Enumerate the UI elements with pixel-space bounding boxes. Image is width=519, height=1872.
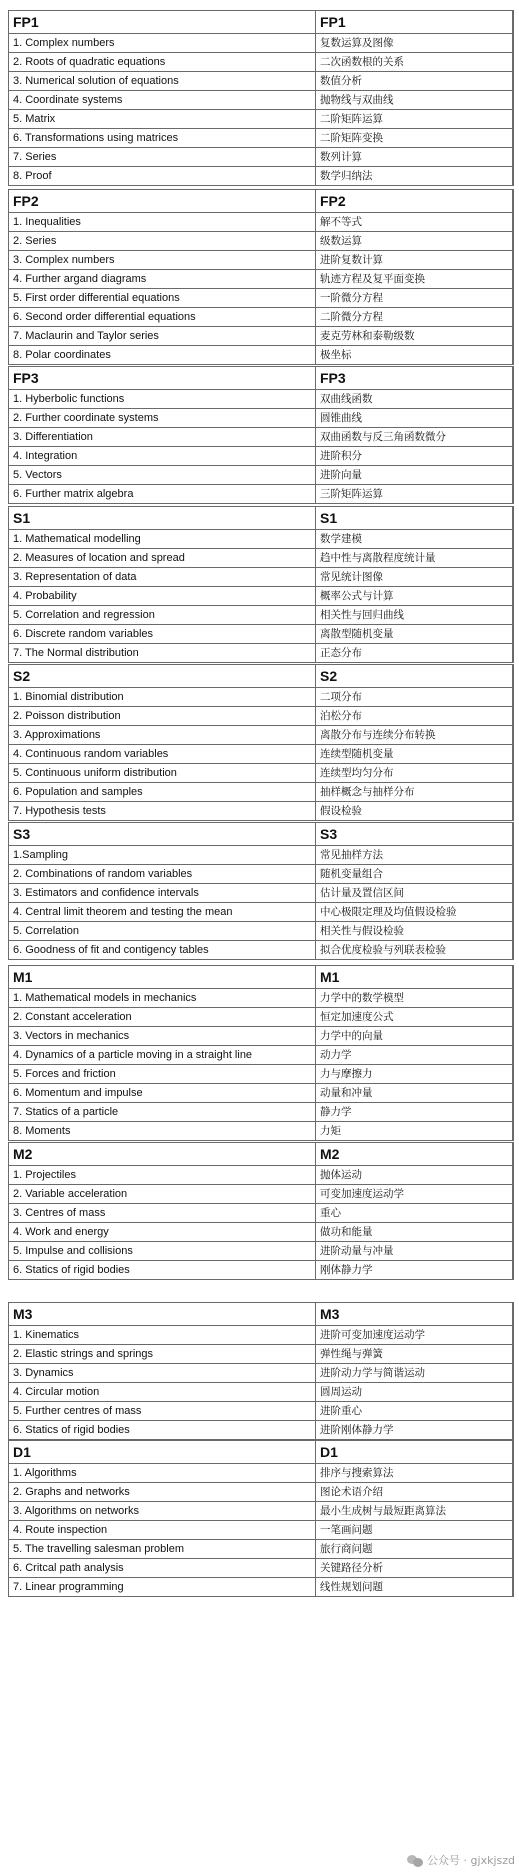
adjacent-column-edge bbox=[512, 189, 519, 364]
module-code: M3 bbox=[9, 1303, 316, 1326]
topic-cn: 中心极限定理及均值假设检验 bbox=[316, 903, 514, 922]
module-code-cn: FP1 bbox=[316, 11, 514, 34]
topic-cn: 进阶刚体静力学 bbox=[316, 1421, 514, 1440]
topic-cn: 正态分布 bbox=[316, 644, 514, 663]
topic-cn: 进阶向量 bbox=[316, 466, 514, 485]
topic-cn: 二阶矩阵运算 bbox=[316, 110, 514, 129]
module-header-row bbox=[9, 11, 514, 34]
topic-row bbox=[9, 428, 514, 447]
topic-cn: 极坐标 bbox=[316, 346, 514, 365]
adjacent-column-edge bbox=[512, 1142, 519, 1279]
topic-en: 6. Goodness of fit and contigency tables bbox=[9, 941, 316, 960]
topic-cn: 数学建模 bbox=[316, 530, 514, 549]
topic-row bbox=[9, 91, 514, 110]
topic-row bbox=[9, 587, 514, 606]
topic-cn: 进阶积分 bbox=[316, 447, 514, 466]
wechat-official-account-icon bbox=[407, 1854, 423, 1867]
module-code-cn: S2 bbox=[316, 665, 514, 688]
topic-cn: 拟合优度检验与列联表检验 bbox=[316, 941, 514, 960]
topic-row bbox=[9, 1204, 514, 1223]
topic-cn: 进阶动量与冲量 bbox=[316, 1242, 514, 1261]
topic-cn: 线性规划问题 bbox=[316, 1578, 514, 1597]
topic-en: 5. First order differential equations bbox=[9, 289, 316, 308]
module-code-cn: M3 bbox=[316, 1303, 514, 1326]
topic-row bbox=[9, 1502, 514, 1521]
module-m2 bbox=[8, 1142, 508, 1280]
module-header-row bbox=[9, 823, 514, 846]
topic-en: 3. Numerical solution of equations bbox=[9, 72, 316, 91]
topic-en: 5. Correlation and regression bbox=[9, 606, 316, 625]
topic-cn: 进阶动力学与简谐运动 bbox=[316, 1364, 514, 1383]
topic-cn: 动力学 bbox=[316, 1046, 514, 1065]
topic-row bbox=[9, 1326, 514, 1345]
topic-row bbox=[9, 783, 514, 802]
topic-en: 6. Statics of rigid bodies bbox=[9, 1421, 316, 1440]
topic-en: 1. Binomial distribution bbox=[9, 688, 316, 707]
topic-cn: 力学中的向量 bbox=[316, 1027, 514, 1046]
topic-cn: 复数运算及图像 bbox=[316, 34, 514, 53]
topic-cn: 关键路径分析 bbox=[316, 1559, 514, 1578]
module-table bbox=[8, 10, 514, 186]
topic-cn: 三阶矩阵运算 bbox=[316, 485, 514, 504]
topic-row bbox=[9, 941, 514, 960]
topic-row bbox=[9, 1483, 514, 1502]
topic-row bbox=[9, 289, 514, 308]
adjacent-column-edge bbox=[512, 664, 519, 820]
module-header-row bbox=[9, 665, 514, 688]
topic-en: 5. Further centres of mass bbox=[9, 1402, 316, 1421]
topic-cn: 可变加速度运动学 bbox=[316, 1185, 514, 1204]
adjacent-column-edge bbox=[512, 506, 519, 662]
module-code: M1 bbox=[9, 966, 316, 989]
module-code-cn: FP3 bbox=[316, 367, 514, 390]
module-d1 bbox=[8, 1440, 508, 1597]
topic-en: 6. Discrete random variables bbox=[9, 625, 316, 644]
topic-cn: 抛体运动 bbox=[316, 1166, 514, 1185]
topic-en: 5. The travelling salesman problem bbox=[9, 1540, 316, 1559]
topic-row bbox=[9, 1578, 514, 1597]
topic-row bbox=[9, 989, 514, 1008]
topic-row bbox=[9, 606, 514, 625]
module-code: D1 bbox=[9, 1441, 316, 1464]
topic-row bbox=[9, 922, 514, 941]
topic-cn: 双曲函数与反三角函数微分 bbox=[316, 428, 514, 447]
topic-row bbox=[9, 270, 514, 289]
topic-cn: 假设检验 bbox=[316, 802, 514, 821]
topic-en: 5. Impulse and collisions bbox=[9, 1242, 316, 1261]
topic-en: 1. Inequalities bbox=[9, 213, 316, 232]
topic-en: 3. Vectors in mechanics bbox=[9, 1027, 316, 1046]
topic-cn: 旅行商问题 bbox=[316, 1540, 514, 1559]
topic-row bbox=[9, 1065, 514, 1084]
topic-row bbox=[9, 764, 514, 783]
topic-en: 2. Measures of location and spread bbox=[9, 549, 316, 568]
topic-cn: 常见抽样方法 bbox=[316, 846, 514, 865]
topic-en: 4. Work and energy bbox=[9, 1223, 316, 1242]
topic-cn: 离散型随机变量 bbox=[316, 625, 514, 644]
topic-en: 2. Combinations of random variables bbox=[9, 865, 316, 884]
module-fp2 bbox=[8, 189, 508, 365]
module-header-row bbox=[9, 190, 514, 213]
topic-cn: 圆锥曲线 bbox=[316, 409, 514, 428]
topic-row bbox=[9, 1364, 514, 1383]
adjacent-column-edge bbox=[512, 1440, 519, 1596]
topic-cn: 数值分析 bbox=[316, 72, 514, 91]
watermark bbox=[407, 1851, 515, 1869]
topic-row bbox=[9, 1521, 514, 1540]
topic-cn: 抛物线与双曲线 bbox=[316, 91, 514, 110]
topic-row bbox=[9, 167, 514, 186]
topic-row bbox=[9, 1345, 514, 1364]
topic-row bbox=[9, 1559, 514, 1578]
module-code-cn: FP2 bbox=[316, 190, 514, 213]
topic-en: 1. Kinematics bbox=[9, 1326, 316, 1345]
topic-cn: 数列计算 bbox=[316, 148, 514, 167]
topic-en: 8. Moments bbox=[9, 1122, 316, 1141]
topic-en: 3. Centres of mass bbox=[9, 1204, 316, 1223]
topic-cn: 二项分布 bbox=[316, 688, 514, 707]
topic-en: 1. Complex numbers bbox=[9, 34, 316, 53]
topic-row bbox=[9, 390, 514, 409]
topic-row bbox=[9, 110, 514, 129]
topic-en: 7. The Normal distribution bbox=[9, 644, 316, 663]
module-code-cn: D1 bbox=[316, 1441, 514, 1464]
topic-en: 3. Complex numbers bbox=[9, 251, 316, 270]
module-code-cn: M2 bbox=[316, 1143, 514, 1166]
module-header-row bbox=[9, 1143, 514, 1166]
topic-row bbox=[9, 903, 514, 922]
topic-row bbox=[9, 34, 514, 53]
topic-cn: 级数运算 bbox=[316, 232, 514, 251]
topic-en: 6. Critcal path analysis bbox=[9, 1559, 316, 1578]
module-table bbox=[8, 822, 514, 960]
topic-en: 7. Linear programming bbox=[9, 1578, 316, 1597]
module-code-cn: S3 bbox=[316, 823, 514, 846]
adjacent-column-edge bbox=[512, 10, 519, 185]
topic-cn: 一阶微分方程 bbox=[316, 289, 514, 308]
topic-en: 3. Representation of data bbox=[9, 568, 316, 587]
topic-en: 5. Forces and friction bbox=[9, 1065, 316, 1084]
topic-en: 6. Population and samples bbox=[9, 783, 316, 802]
topic-row bbox=[9, 625, 514, 644]
topic-cn: 轨迹方程及复平面变换 bbox=[316, 270, 514, 289]
topic-en: 2. Series bbox=[9, 232, 316, 251]
topic-row bbox=[9, 1046, 514, 1065]
topic-row bbox=[9, 688, 514, 707]
topic-cn: 恒定加速度公式 bbox=[316, 1008, 514, 1027]
topic-row bbox=[9, 213, 514, 232]
topic-row bbox=[9, 1008, 514, 1027]
topic-row bbox=[9, 726, 514, 745]
topic-cn: 做功和能量 bbox=[316, 1223, 514, 1242]
topic-cn: 静力学 bbox=[316, 1103, 514, 1122]
topic-cn: 随机变量组合 bbox=[316, 865, 514, 884]
module-table bbox=[8, 1302, 514, 1440]
topic-row bbox=[9, 865, 514, 884]
module-m1 bbox=[8, 965, 508, 1141]
topic-row bbox=[9, 644, 514, 663]
topic-en: 6. Transformations using matrices bbox=[9, 129, 316, 148]
module-fp3 bbox=[8, 366, 508, 504]
topic-en: 3. Algorithms on networks bbox=[9, 1502, 316, 1521]
topic-cn: 刚体静力学 bbox=[316, 1261, 514, 1280]
module-code-cn: S1 bbox=[316, 507, 514, 530]
topic-row bbox=[9, 466, 514, 485]
module-header-row bbox=[9, 367, 514, 390]
topic-row bbox=[9, 148, 514, 167]
topic-cn: 圆周运动 bbox=[316, 1383, 514, 1402]
topic-row bbox=[9, 308, 514, 327]
topic-cn: 弹性绳与弹簧 bbox=[316, 1345, 514, 1364]
topic-en: 5. Continuous uniform distribution bbox=[9, 764, 316, 783]
topic-en: 5. Matrix bbox=[9, 110, 316, 129]
topic-en: 7. Statics of a particle bbox=[9, 1103, 316, 1122]
topic-row bbox=[9, 549, 514, 568]
topic-cn: 解不等式 bbox=[316, 213, 514, 232]
topic-en: 4. Further argand diagrams bbox=[9, 270, 316, 289]
topic-row bbox=[9, 232, 514, 251]
topic-en: 6. Second order differential equations bbox=[9, 308, 316, 327]
topic-en: 8. Polar coordinates bbox=[9, 346, 316, 365]
topic-row bbox=[9, 1402, 514, 1421]
topic-row bbox=[9, 1103, 514, 1122]
module-code: FP2 bbox=[9, 190, 316, 213]
topic-row bbox=[9, 1122, 514, 1141]
topic-en: 2. Constant acceleration bbox=[9, 1008, 316, 1027]
topic-row bbox=[9, 447, 514, 466]
topic-en: 6. Further matrix algebra bbox=[9, 485, 316, 504]
topic-row bbox=[9, 846, 514, 865]
topic-row bbox=[9, 802, 514, 821]
topic-en: 5. Vectors bbox=[9, 466, 316, 485]
topic-en: 3. Estimators and confidence intervals bbox=[9, 884, 316, 903]
topic-en: 1. Mathematical modelling bbox=[9, 530, 316, 549]
topic-row bbox=[9, 327, 514, 346]
topic-en: 2. Further coordinate systems bbox=[9, 409, 316, 428]
topic-row bbox=[9, 1421, 514, 1440]
module-code-cn: M1 bbox=[316, 966, 514, 989]
module-code: FP3 bbox=[9, 367, 316, 390]
topic-en: 3. Dynamics bbox=[9, 1364, 316, 1383]
adjacent-column-edge bbox=[512, 965, 519, 1140]
topic-en: 2. Elastic strings and springs bbox=[9, 1345, 316, 1364]
topic-row bbox=[9, 707, 514, 726]
topic-en: 2. Poisson distribution bbox=[9, 707, 316, 726]
topic-cn: 常见统计图像 bbox=[316, 568, 514, 587]
topic-cn: 排序与搜索算法 bbox=[316, 1464, 514, 1483]
topic-en: 5. Correlation bbox=[9, 922, 316, 941]
topic-cn: 相关性与回归曲线 bbox=[316, 606, 514, 625]
topic-cn: 泊松分布 bbox=[316, 707, 514, 726]
topic-en: 7. Hypothesis tests bbox=[9, 802, 316, 821]
topic-cn: 数学归纳法 bbox=[316, 167, 514, 186]
topic-row bbox=[9, 1027, 514, 1046]
topic-row bbox=[9, 53, 514, 72]
topic-en: 2. Roots of quadratic equations bbox=[9, 53, 316, 72]
topic-cn: 一笔画问题 bbox=[316, 1521, 514, 1540]
topic-cn: 概率公式与计算 bbox=[316, 587, 514, 606]
module-table bbox=[8, 664, 514, 821]
module-header-row bbox=[9, 1441, 514, 1464]
module-code: S3 bbox=[9, 823, 316, 846]
module-header-row bbox=[9, 966, 514, 989]
module-m3 bbox=[8, 1302, 508, 1440]
topic-cn: 重心 bbox=[316, 1204, 514, 1223]
topic-en: 7. Series bbox=[9, 148, 316, 167]
topic-en: 7. Maclaurin and Taylor series bbox=[9, 327, 316, 346]
topic-cn: 相关性与假设检验 bbox=[316, 922, 514, 941]
topic-en: 4. Probability bbox=[9, 587, 316, 606]
topic-cn: 动量和冲量 bbox=[316, 1084, 514, 1103]
topic-cn: 趋中性与离散程度统计量 bbox=[316, 549, 514, 568]
topic-cn: 估计量及置信区间 bbox=[316, 884, 514, 903]
topic-cn: 进阶可变加速度运动学 bbox=[316, 1326, 514, 1345]
topic-row bbox=[9, 745, 514, 764]
topic-row bbox=[9, 1242, 514, 1261]
module-code: M2 bbox=[9, 1143, 316, 1166]
topic-cn: 离散分布与连续分布转换 bbox=[316, 726, 514, 745]
topic-en: 4. Central limit theorem and testing the mean bbox=[9, 903, 316, 922]
topic-cn: 连续型均匀分布 bbox=[316, 764, 514, 783]
topic-cn: 进阶重心 bbox=[316, 1402, 514, 1421]
topic-en: 1. Mathematical models in mechanics bbox=[9, 989, 316, 1008]
topic-row bbox=[9, 485, 514, 504]
topic-en: 4. Integration bbox=[9, 447, 316, 466]
module-table bbox=[8, 965, 514, 1141]
topic-cn: 力矩 bbox=[316, 1122, 514, 1141]
topic-row bbox=[9, 568, 514, 587]
topic-row bbox=[9, 72, 514, 91]
topic-row bbox=[9, 1084, 514, 1103]
topic-en: 1. Projectiles bbox=[9, 1166, 316, 1185]
adjacent-column-edge bbox=[512, 366, 519, 503]
topic-cn: 二次函数根的关系 bbox=[316, 53, 514, 72]
module-code: FP1 bbox=[9, 11, 316, 34]
module-header-row bbox=[9, 1303, 514, 1326]
topic-row bbox=[9, 1464, 514, 1483]
module-code: S1 bbox=[9, 507, 316, 530]
topic-row bbox=[9, 1383, 514, 1402]
module-table bbox=[8, 506, 514, 663]
module-s1 bbox=[8, 506, 508, 663]
topic-cn: 进阶复数计算 bbox=[316, 251, 514, 270]
topic-en: 3. Approximations bbox=[9, 726, 316, 745]
module-header-row bbox=[9, 507, 514, 530]
topic-row bbox=[9, 884, 514, 903]
topic-row bbox=[9, 129, 514, 148]
topic-en: 4. Dynamics of a particle moving in a straight line bbox=[9, 1046, 316, 1065]
module-fp1 bbox=[8, 10, 508, 186]
topic-en: 2. Graphs and networks bbox=[9, 1483, 316, 1502]
topic-en: 8. Proof bbox=[9, 167, 316, 186]
topic-cn: 双曲线函数 bbox=[316, 390, 514, 409]
topic-row bbox=[9, 251, 514, 270]
topic-en: 4. Continuous random variables bbox=[9, 745, 316, 764]
module-s3 bbox=[8, 822, 508, 960]
module-s2 bbox=[8, 664, 508, 821]
module-code: S2 bbox=[9, 665, 316, 688]
topic-en: 1. Hyberbolic functions bbox=[9, 390, 316, 409]
topic-en: 3. Differentiation bbox=[9, 428, 316, 447]
topic-row bbox=[9, 1223, 514, 1242]
watermark-text: 公众号 · gjxkjszd bbox=[427, 1854, 515, 1867]
topic-cn: 二阶矩阵变换 bbox=[316, 129, 514, 148]
topic-row bbox=[9, 409, 514, 428]
topic-cn: 力学中的数学模型 bbox=[316, 989, 514, 1008]
module-table bbox=[8, 1142, 514, 1280]
topic-en: 2. Variable acceleration bbox=[9, 1185, 316, 1204]
topic-en: 4. Circular motion bbox=[9, 1383, 316, 1402]
topic-row bbox=[9, 346, 514, 365]
topic-row bbox=[9, 530, 514, 549]
topic-en: 1.Sampling bbox=[9, 846, 316, 865]
topic-en: 4. Coordinate systems bbox=[9, 91, 316, 110]
topic-cn: 图论术语介绍 bbox=[316, 1483, 514, 1502]
module-table bbox=[8, 366, 514, 504]
topic-cn: 麦克劳林和泰勒级数 bbox=[316, 327, 514, 346]
topic-cn: 力与摩擦力 bbox=[316, 1065, 514, 1084]
topic-en: 1. Algorithms bbox=[9, 1464, 316, 1483]
topic-en: 6. Statics of rigid bodies bbox=[9, 1261, 316, 1280]
topic-cn: 连续型随机变量 bbox=[316, 745, 514, 764]
topic-cn: 最小生成树与最短距离算法 bbox=[316, 1502, 514, 1521]
topic-row bbox=[9, 1540, 514, 1559]
topic-row bbox=[9, 1185, 514, 1204]
adjacent-column-edge bbox=[512, 822, 519, 959]
topic-row bbox=[9, 1166, 514, 1185]
topic-en: 6. Momentum and impulse bbox=[9, 1084, 316, 1103]
topic-row bbox=[9, 1261, 514, 1280]
module-table bbox=[8, 189, 514, 365]
topic-cn: 抽样概念与抽样分布 bbox=[316, 783, 514, 802]
adjacent-column-edge bbox=[512, 1302, 519, 1439]
topic-en: 4. Route inspection bbox=[9, 1521, 316, 1540]
topic-cn: 二阶微分方程 bbox=[316, 308, 514, 327]
module-table bbox=[8, 1440, 514, 1597]
